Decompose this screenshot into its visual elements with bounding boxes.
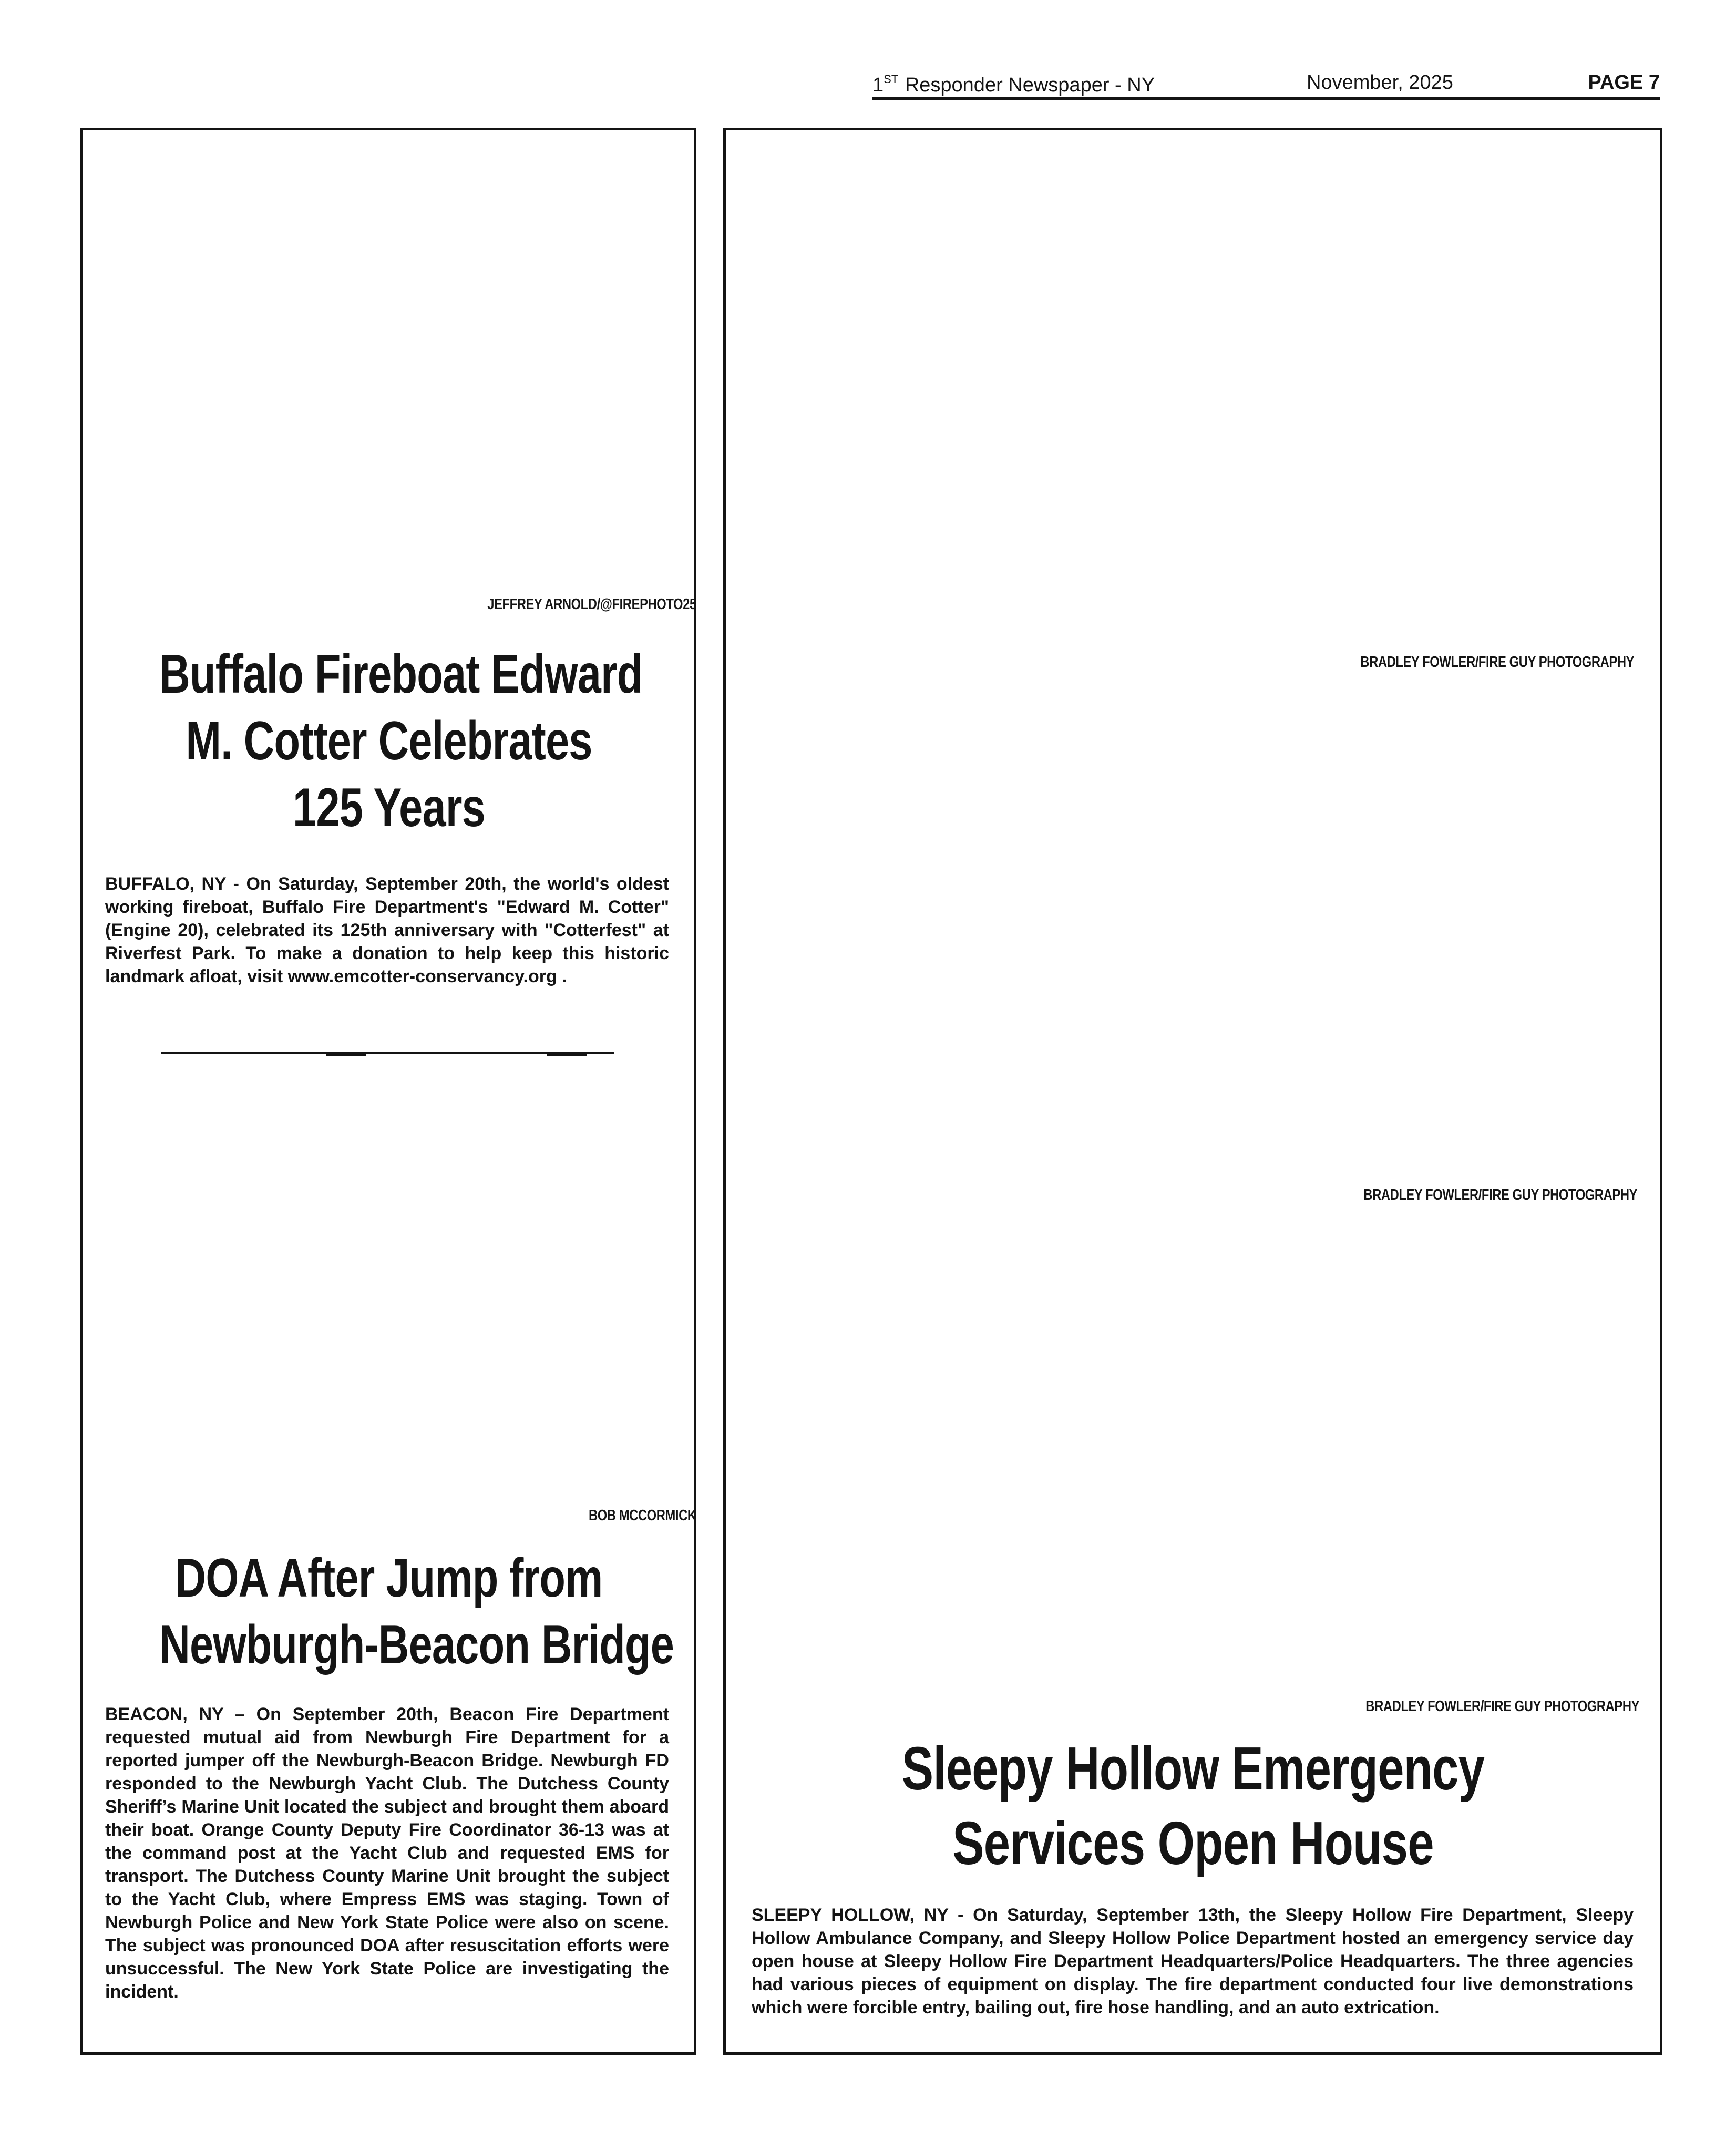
photo-credit: BOB MCCORMICK: [589, 1507, 696, 1524]
page-number: PAGE 7: [1588, 71, 1660, 94]
article-body: SLEEPY HOLLOW, NY - On Saturday, September 13th, the Sleepy Hollow Fire Department, Sleepy Hollow Ambulance Company, and Sleepy Hollow Police Department hosted an emergency service day open house at Sleepy Hollow Fire Department Headquarters/Police Headquarters. The three agencies had various pieces of equipment on display. The fire department conducted four live demonstrations which were forcible entry, bailing out, fire hose handling, and an auto extrication.: [752, 1905, 1634, 2018]
article-divider-accent: [326, 1052, 366, 1056]
photo-credit: BRADLEY FOWLER/FIRE GUY PHOTOGRAPHY: [1360, 654, 1634, 671]
article-headline: Sleepy Hollow Emergency Services Open House: [901, 1734, 1485, 1877]
publication-name: 1ST Responder Newspaper - NY: [872, 73, 1155, 96]
article-body: BUFFALO, NY - On Saturday, September 20th, the world's oldest working fireboat, Buffalo Fire Department's "Edward M. Cotter" (Engine 20), celebrated its 125th anniversary with "Cotterfest" at Riverfest Park. To make a donation to help keep this historic landmark afloat, visit www.emcotter-conservancy.org .: [105, 874, 669, 986]
issue-date: November, 2025: [1307, 71, 1453, 94]
photo-credit: BRADLEY FOWLER/FIRE GUY PHOTOGRAPHY: [1363, 1187, 1637, 1203]
photo-credit: BRADLEY FOWLER/FIRE GUY PHOTOGRAPHY: [1365, 1698, 1639, 1715]
article-divider-accent: [547, 1052, 587, 1056]
article-divider: [161, 1052, 614, 1054]
article-headline: Buffalo Fireboat Edward M. Cotter Celebrates 125 Years: [159, 644, 643, 838]
article-headline: DOA After Jump from Newburgh-Beacon Bridge: [159, 1548, 674, 1675]
article-body: BEACON, NY – On September 20th, Beacon Fire Department requested mutual aid from Newburgh Fire Department for a reported jumper off the Newburgh-Beacon Bridge. Newburgh FD responded to the Newburgh Yacht Club. The Dutchess County Sheriff’s Marine Unit located the subject and brought them aboard their boat. Orange County Deputy Fire Coordinator 36-13 was at the command post at the Yacht Club and requested EMS for transport. The Dutchess County Marine Unit brought the subject to the Yacht Club, where Empress EMS was staging. Town of Newburgh Police and New York State Police were also on scene. The subject was pronounced DOA after resuscitation efforts were unsuccessful. The New York State Police are investigating the incident.: [105, 1704, 669, 2002]
page-header: [872, 70, 1660, 100]
photo-credit: JEFFREY ARNOLD/@FIREPHOTO25: [487, 596, 696, 613]
